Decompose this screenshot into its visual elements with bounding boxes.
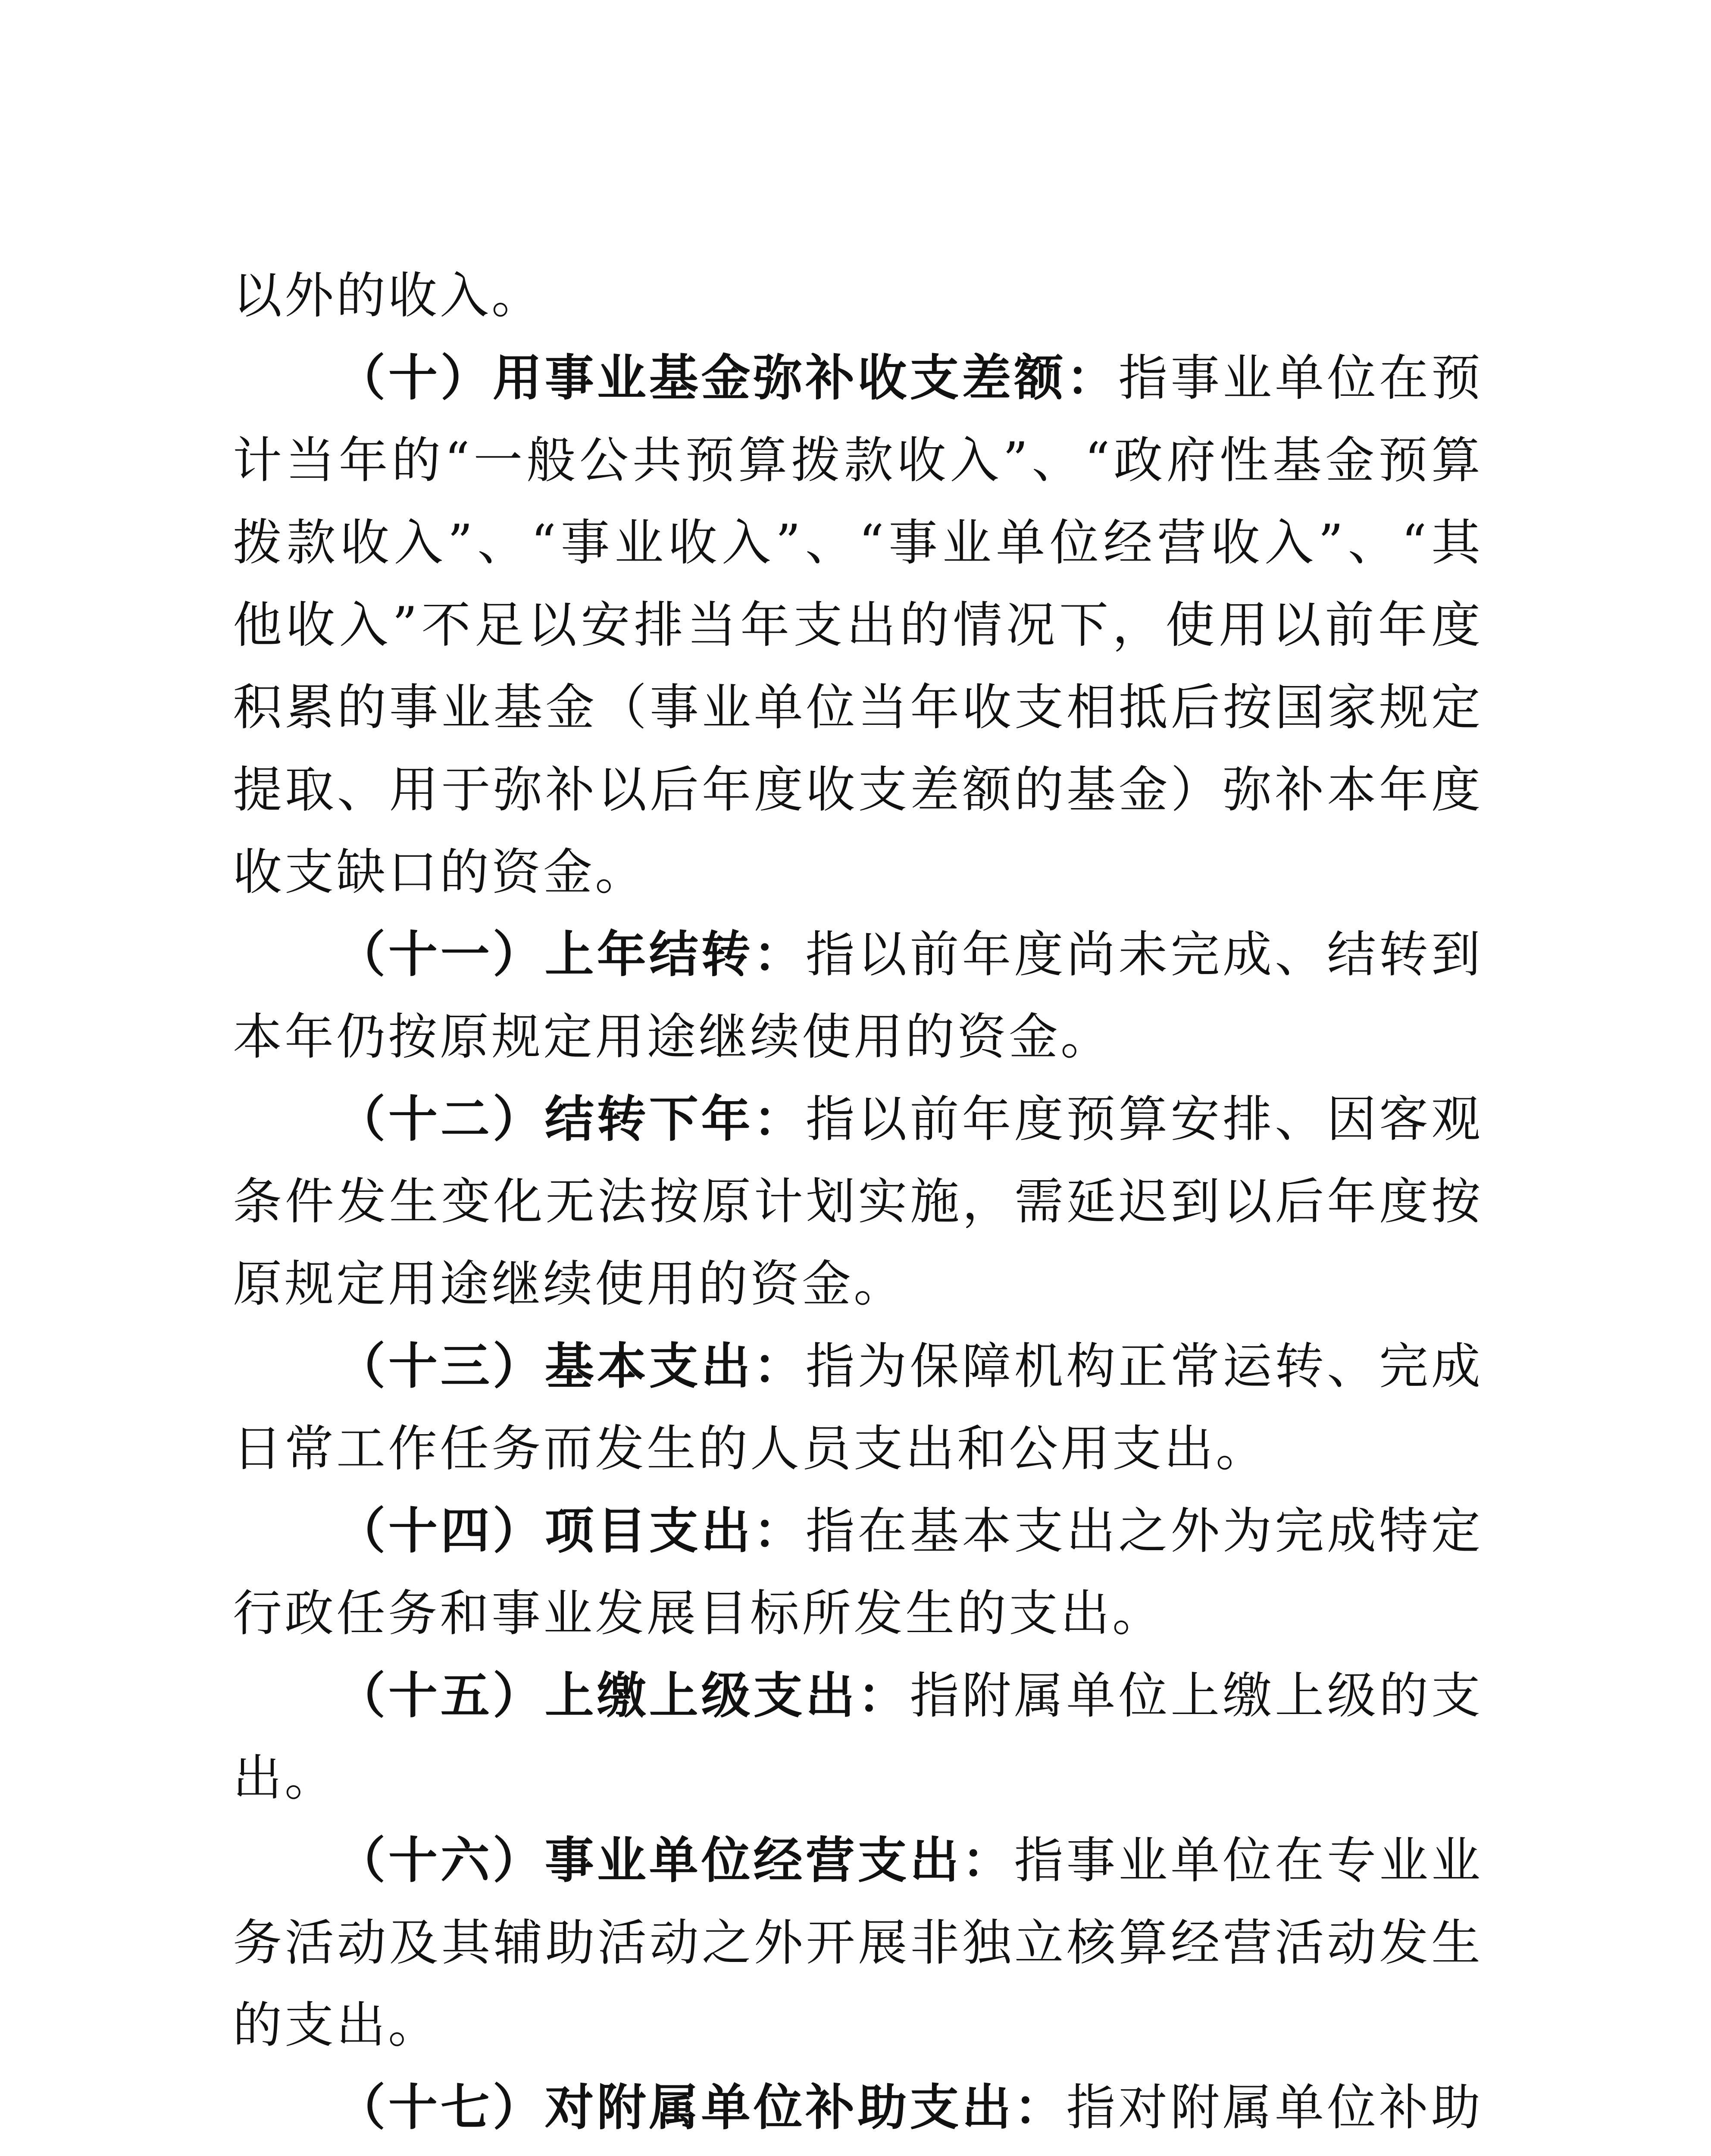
paragraph-text: 指附属单位上缴上级的支出。: [233, 1667, 1483, 1807]
paragraph-item-10: [233, 337, 1483, 913]
paragraph-term: （十二）结转下年：: [336, 1091, 806, 1148]
paragraph-item-11: [233, 913, 1483, 1078]
paragraph-text: 指以前年度尚未完成、结转到本年仍按原规定用途继续使用的资金。: [233, 926, 1483, 1065]
paragraph-term: （十五）上缴上级支出：: [336, 1667, 910, 1724]
paragraph-text: 指以前年度预算安排、因客观条件发生变化无法按原计划实施，需延迟到以后年度按原规定用途继续使用的资金。: [233, 1091, 1483, 1313]
paragraph-item-12: [233, 1078, 1483, 1325]
paragraph-continuation: [233, 254, 1483, 337]
paragraph-term: （十一）上年结转：: [336, 926, 806, 983]
paragraph-item-17: [233, 2066, 1483, 2156]
paragraph-term: （十）用事业基金弥补收支差额：: [336, 349, 1119, 407]
paragraph-term: （十六）事业单位经营支出：: [336, 1832, 1014, 1889]
paragraph-term: （十七）对附属单位补助支出：: [336, 2079, 1067, 2136]
paragraph-text: 指事业单位在预计当年的“一般公共预算拨款收入”、“政府性基金预算拨款收入”、“事业收入”、“事业单位经营收入”、“其他收入”不足以安排当年支出的情况下，使用以前年度积累的事业基金（事业单位当年收支相抵后按国家规定提取、用于弥补以后年度收支差额的基金）弥补本年度收支缺口的资金。: [233, 349, 1483, 901]
paragraph-text: 指在基本支出之外为完成特定行政任务和事业发展目标所发生的支出。: [233, 1502, 1483, 1642]
paragraph-term: （十四）项目支出：: [336, 1502, 806, 1560]
paragraph-term: （十三）基本支出：: [336, 1338, 806, 1395]
paragraph-item-13: [233, 1325, 1483, 1490]
paragraph-text: 指为保障机构正常运转、完成日常工作任务而发生的人员支出和公用支出。: [233, 1338, 1483, 1477]
paragraph-item-16: [233, 1819, 1483, 2066]
paragraph-text: 以外的收入。: [233, 267, 544, 324]
paragraph-item-14: [233, 1490, 1483, 1655]
paragraph-text: 指对附属单位补助: [1066, 2079, 1483, 2136]
paragraph-text: 指事业单位在专业业务活动及其辅助活动之外开展非独立核算经营活动发生的支出。: [233, 1832, 1483, 2054]
document-body: [233, 254, 1483, 2156]
paragraph-item-15: [233, 1655, 1483, 1819]
